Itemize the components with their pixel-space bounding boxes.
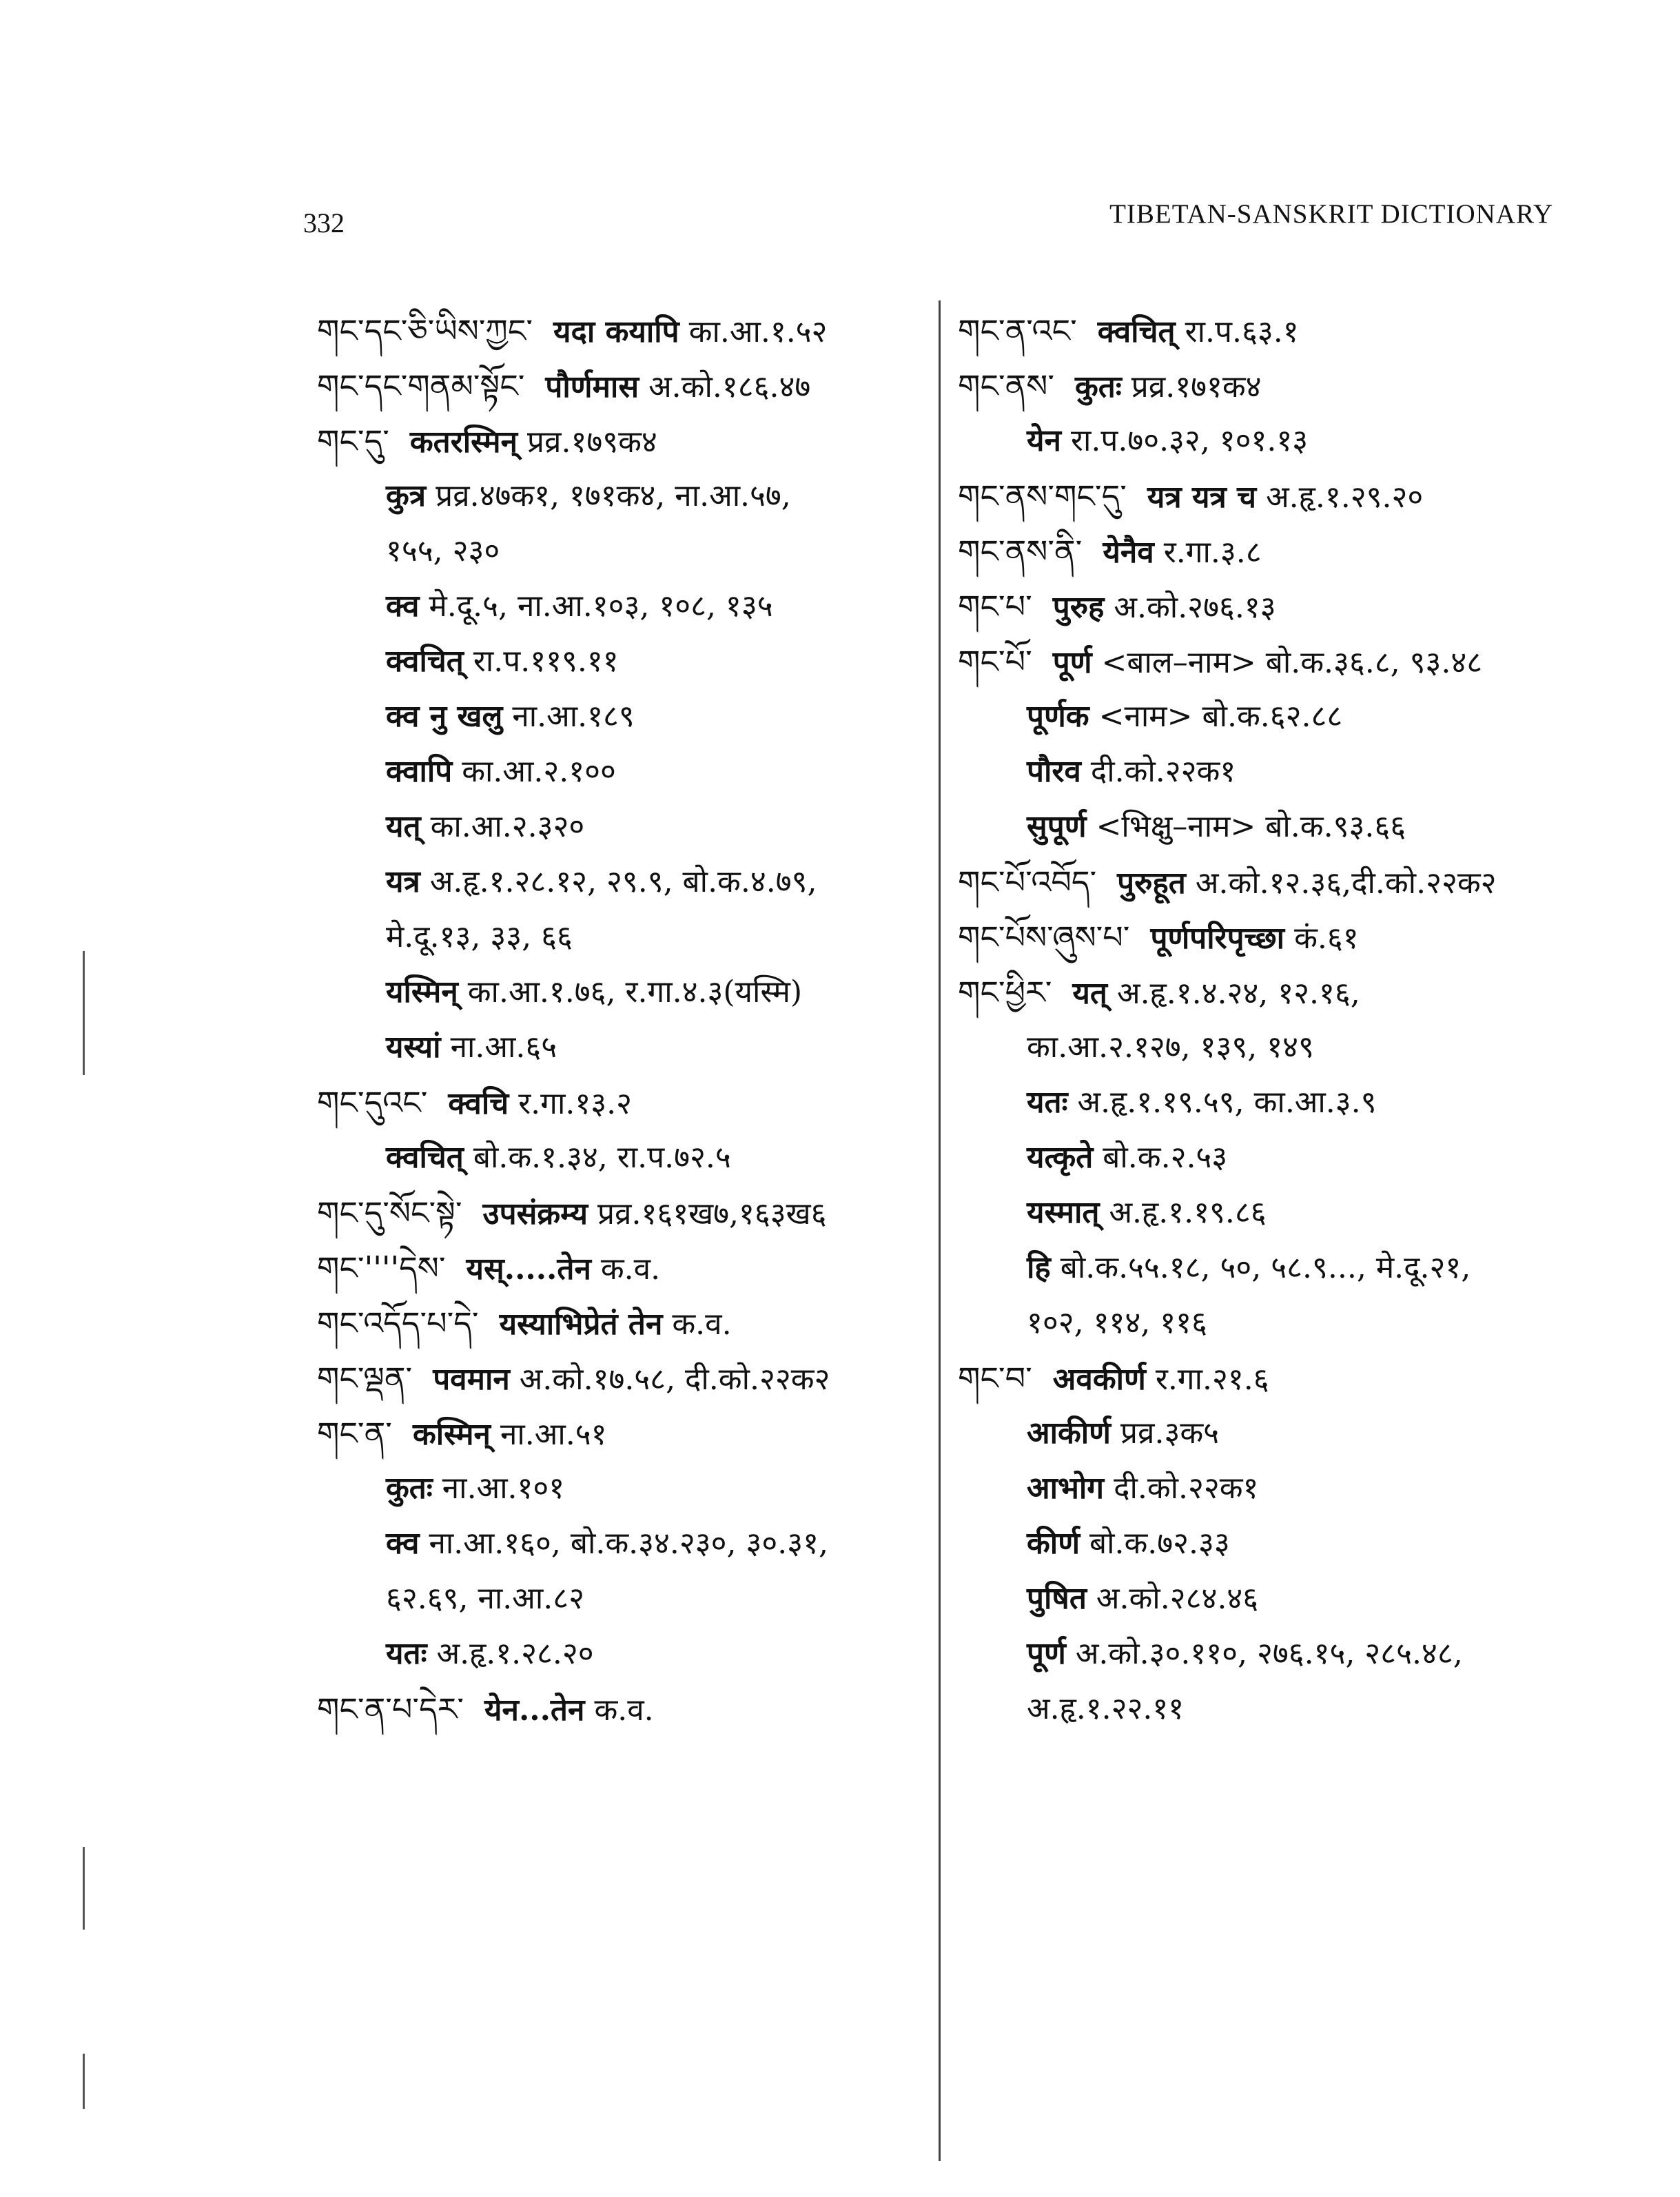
dictionary-entry: [958, 524, 1578, 579]
sanskrit-headword: क्वचि: [448, 1086, 509, 1121]
source-reference: अ.को.३०.११०, २७६.१५, २८५.४८,: [1075, 1636, 1463, 1671]
dictionary-entry: [317, 1351, 923, 1406]
dictionary-subentry: [317, 634, 923, 689]
sanskrit-headword: हि: [1027, 1250, 1051, 1285]
dictionary-subentry: [317, 1626, 923, 1682]
source-reference: अ.को.१८६.४७: [648, 369, 811, 405]
dictionary-entry: [958, 1351, 1578, 1406]
source-reference: मे.दू.५, ना.आ.१०३, १०८, १३५: [429, 589, 773, 624]
dictionary-entry: [317, 1240, 923, 1296]
source-reference: का.आ.२.३२०: [430, 809, 585, 844]
dictionary-subentry: [317, 689, 923, 744]
sanskrit-headword: पुरुह: [1052, 590, 1105, 625]
dictionary-subentry: [317, 1461, 923, 1516]
source-reference: र.गा.३.८: [1163, 535, 1262, 570]
sanskrit-headword: पौरव: [1027, 754, 1081, 789]
dictionary-subentry: [317, 1516, 923, 1571]
source-reference: अ.हृ.१.२२.११: [1027, 1691, 1185, 1726]
tibetan-term: གང་ནས་ནི་: [958, 533, 1083, 570]
dictionary-subentry: [958, 1516, 1578, 1571]
tibetan-term: གང་འདོད་པ་དེ་: [317, 1305, 479, 1342]
source-reference: बो.क.१.३४, रा.प.७२.५: [473, 1140, 731, 1175]
dictionary-entry: [958, 910, 1578, 965]
column-divider: [939, 300, 941, 2161]
dictionary-subentry: [317, 1020, 923, 1075]
source-reference: का.आ.२.१००: [462, 754, 616, 789]
dictionary-entry: [317, 1682, 923, 1737]
source-reference: क.व.: [600, 1251, 661, 1287]
source-reference: क.व.: [594, 1693, 654, 1728]
source-reference: अ.को.२८४.४६: [1096, 1581, 1259, 1616]
sanskrit-headword: पूर्ण: [1027, 1636, 1066, 1671]
sanskrit-headword: क्वचित्: [386, 644, 464, 679]
sanskrit-headword: येन: [1027, 423, 1061, 458]
sanskrit-headword: येन...तेन: [484, 1693, 585, 1728]
source-reference: अ.हृ.१.२८.२०: [436, 1636, 594, 1671]
source-reference: अ.हृ.१.१९.५९, का.आ.३.९: [1077, 1085, 1377, 1120]
sanskrit-headword: येनैव: [1103, 535, 1154, 570]
sanskrit-headword: कुत्र: [386, 478, 427, 513]
dictionary-entry: [317, 1075, 923, 1130]
source-reference: अ.हृ.१.२८.१२, २९.९, बो.क.४.७९,: [429, 864, 817, 899]
scan-margin-mark: [83, 1847, 85, 1930]
sanskrit-headword: पूर्ण: [1052, 645, 1092, 680]
dictionary-subentry: [958, 1185, 1578, 1240]
dictionary-subentry: [958, 413, 1578, 469]
source-reference: ना.आ.१८९: [512, 699, 635, 734]
dictionary-subentry: [317, 579, 923, 634]
sanskrit-headword: क्व: [386, 1526, 420, 1561]
sanskrit-headword: अवकीर्ण: [1052, 1362, 1146, 1397]
tibetan-term: གང་དང་གནམ་སྟོང་: [317, 367, 525, 405]
entry-continuation: [317, 910, 923, 965]
scan-margin-mark: [83, 2054, 85, 2109]
source-reference: अ.हृ.१.१९.८६: [1109, 1195, 1267, 1230]
sanskrit-headword: पूर्णक: [1027, 699, 1089, 734]
sanskrit-headword: क्व नु खलु: [386, 699, 503, 734]
sanskrit-headword: सुपूर्ण: [1027, 809, 1087, 844]
source-reference: प्रव्र.१६१ख७,१६३ख६: [597, 1196, 827, 1232]
dictionary-entry: [958, 469, 1578, 524]
source-reference: रा.प.११९.११: [473, 644, 619, 679]
sanskrit-headword: यत्कृते: [1027, 1140, 1094, 1175]
tibetan-term: གང་དུའང་: [317, 1084, 428, 1121]
entry-continuation: [958, 1682, 1578, 1737]
dictionary-subentry: [958, 1626, 1578, 1682]
source-reference: प्रव्र.१७१क४: [1131, 369, 1262, 405]
source-reference: का.आ.१.५२: [688, 314, 828, 349]
dictionary-entry: [958, 303, 1578, 358]
tibetan-term: གང་ལྡན་: [317, 1360, 413, 1397]
source-reference: १०२, ११४, ११६: [1027, 1305, 1207, 1340]
source-reference: अ.को.१७.५८, दी.को.२२क२: [519, 1362, 830, 1397]
sanskrit-headword: यतः: [1027, 1085, 1068, 1120]
sanskrit-headword: यत्: [386, 809, 421, 844]
tibetan-term: གང་པོ་: [958, 643, 1032, 680]
source-reference: दी.को.२२क१: [1114, 1471, 1259, 1506]
dictionary-entry: [958, 579, 1578, 634]
sanskrit-headword: क्व: [386, 589, 420, 624]
left-column: [317, 303, 923, 1737]
sanskrit-headword: कुतः: [1074, 369, 1122, 405]
tibetan-term: གང་ནས་གང་དུ་: [958, 478, 1127, 515]
source-reference: १५५, २३०: [386, 533, 500, 569]
dictionary-subentry: [958, 1571, 1578, 1626]
sanskrit-headword: यस्यां: [386, 1030, 441, 1065]
sanskrit-headword: पूर्णपरिपृच्छा: [1150, 921, 1285, 956]
dictionary-subentry: [958, 1240, 1578, 1296]
tibetan-term: གང་དུ་སོང་སྟེ་: [317, 1194, 462, 1232]
sanskrit-headword: क्वचित्: [1097, 314, 1176, 349]
source-reference: कं.६१: [1294, 921, 1359, 956]
dictionary-entry: [958, 358, 1578, 413]
source-reference: अ.हृ.१.२९.२०: [1266, 480, 1424, 515]
sanskrit-headword: यस्याभिप्रेतं तेन: [499, 1307, 663, 1342]
dictionary-entry: [317, 413, 923, 469]
tibetan-term: གང་པ་: [958, 588, 1032, 625]
source-reference: ना.आ.१६०, बो.क.३४.२३०, ३०.३१,: [429, 1526, 828, 1561]
dictionary-subentry: [958, 799, 1578, 855]
source-reference: मे.दू.१३, ३३, ६६: [386, 919, 573, 954]
source-reference: क.व.: [672, 1307, 732, 1342]
sanskrit-headword: कुतः: [386, 1471, 433, 1506]
tibetan-term: གང་ན་: [317, 1415, 392, 1452]
source-reference: र.गा.१३.२: [518, 1086, 632, 1121]
running-title: TIBETAN-SANSKRIT DICTIONARY: [1109, 199, 1553, 229]
tibetan-term: གང་ན་པ་དེར་: [317, 1690, 464, 1728]
source-reference: प्रव्र.४७क१, १७१क४, ना.आ.५७,: [436, 478, 791, 513]
right-column: [958, 303, 1578, 1737]
tibetan-term: གང་པོ་འབོད་: [958, 864, 1097, 901]
source-reference: बो.क.५५.१८, ५०, ५८.९..., मे.दू.२१,: [1060, 1250, 1471, 1285]
sanskrit-headword: पौर्णमास: [545, 369, 639, 405]
dictionary-entry: [317, 1296, 923, 1351]
tibetan-term: གང་པོས་ཞུས་པ་: [958, 919, 1130, 956]
entry-continuation: [317, 1571, 923, 1626]
dictionary-entry: [958, 634, 1578, 689]
sanskrit-headword: यत्र यत्र च: [1147, 480, 1257, 515]
dictionary-subentry: [317, 965, 923, 1020]
sanskrit-headword: उपसंक्रम्य: [482, 1196, 588, 1232]
sanskrit-headword: यस्मात्: [1027, 1195, 1100, 1230]
entry-continuation: [958, 1020, 1578, 1075]
source-reference: ६२.६९, ना.आ.८२: [386, 1581, 584, 1616]
sanskrit-headword: यत्र: [386, 864, 420, 899]
sanskrit-headword: पुषित: [1027, 1581, 1087, 1616]
dictionary-subentry: [958, 689, 1578, 744]
sanskrit-headword: आकीर्ण: [1027, 1416, 1111, 1451]
dictionary-subentry: [958, 1406, 1578, 1461]
source-reference: अ.को.२७६.१३: [1114, 590, 1276, 625]
dictionary-subentry: [317, 744, 923, 799]
dictionary-entry: [958, 965, 1578, 1020]
sanskrit-headword: कस्मिन्: [412, 1417, 491, 1452]
sanskrit-headword: पुरुहूत: [1117, 866, 1186, 901]
sanskrit-headword: यस्.....तेन: [466, 1251, 591, 1287]
dictionary-subentry: [958, 1075, 1578, 1130]
sanskrit-headword: आभोग: [1027, 1471, 1105, 1506]
tibetan-term: གང་དུ་: [317, 422, 389, 460]
dictionary-subentry: [317, 1130, 923, 1185]
source-reference: रा.प.६३.१: [1185, 314, 1299, 349]
source-reference: <नाम> बो.क.६२.८८: [1098, 699, 1343, 734]
source-reference: प्रव्र.३क५: [1120, 1416, 1220, 1451]
dictionary-entry: [317, 1406, 923, 1461]
sanskrit-headword: यस्मिन्: [386, 974, 458, 1010]
source-reference: ना.आ.६५: [450, 1030, 557, 1065]
tibetan-term: གང་བ་: [958, 1360, 1032, 1397]
tibetan-term: གང་དང་ཅི་ཡིས་ཀྱང་: [317, 312, 533, 349]
tibetan-term: གང་''''དེས་: [317, 1249, 446, 1287]
dictionary-entry: [317, 358, 923, 413]
source-reference: का.आ.२.१२७, १३९, १४९: [1027, 1030, 1314, 1065]
sanskrit-headword: पवमान: [433, 1362, 510, 1397]
sanskrit-headword: यत्: [1072, 976, 1107, 1011]
source-reference: <भिक्षु–नाम> बो.क.९३.६६: [1096, 809, 1406, 844]
scan-margin-mark: [83, 951, 85, 1075]
sanskrit-headword: कीर्ण: [1027, 1526, 1080, 1561]
source-reference: <बाल–नाम> बो.क.३६.८, ९३.४८: [1101, 645, 1483, 680]
source-reference: अ.को.१२.३६,दी.को.२२क२: [1195, 866, 1497, 901]
sanskrit-headword: क्वचित्: [386, 1140, 464, 1175]
tibetan-term: གང་ན་འང་: [958, 312, 1077, 349]
source-reference: अ.हृ.१.४.२४, १२.१६,: [1117, 976, 1360, 1011]
source-reference: रा.प.७०.३२, १०१.१३: [1070, 423, 1309, 458]
sanskrit-headword: कतरस्मिन्: [409, 425, 518, 460]
dictionary-subentry: [317, 469, 923, 524]
dictionary-subentry: [958, 1130, 1578, 1185]
dictionary-subentry: [958, 744, 1578, 799]
tibetan-term: གང་ནས་: [958, 367, 1054, 405]
dictionary-subentry: [317, 855, 923, 910]
dictionary-subentry: [958, 1461, 1578, 1516]
sanskrit-headword: यतः: [386, 1636, 427, 1671]
source-reference: दी.को.२२क१: [1090, 754, 1236, 789]
dictionary-entry: [317, 1185, 923, 1240]
source-reference: बो.क.२.५३: [1103, 1140, 1228, 1175]
dictionary-entry: [958, 855, 1578, 910]
source-reference: ना.आ.१०१: [442, 1471, 565, 1506]
page-number: 332: [303, 207, 345, 238]
source-reference: ना.आ.५१: [500, 1417, 607, 1452]
entry-continuation: [317, 524, 923, 579]
source-reference: का.आ.१.७६, र.गा.४.३(यस्मि): [467, 974, 803, 1010]
tibetan-term: གང་ཕྱིར་: [958, 974, 1052, 1011]
source-reference: प्रव्र.१७९क४: [527, 425, 657, 460]
entry-continuation: [958, 1296, 1578, 1351]
dictionary-entry: [317, 303, 923, 358]
dictionary-subentry: [317, 799, 923, 855]
source-reference: बो.क.७२.३३: [1089, 1526, 1230, 1561]
sanskrit-headword: क्वापि: [386, 754, 453, 789]
source-reference: र.गा.२१.६: [1155, 1362, 1269, 1397]
sanskrit-headword: यदा कयापि: [553, 314, 679, 349]
